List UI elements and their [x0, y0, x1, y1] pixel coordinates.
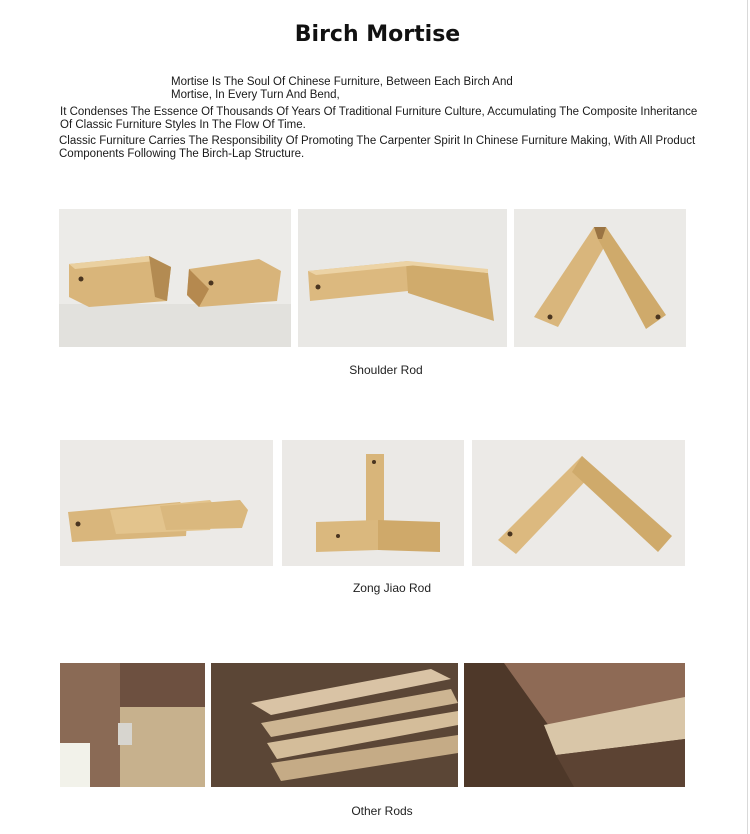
- caption-zong-jiao-rod: Zong Jiao Rod: [352, 581, 432, 595]
- caption-other-rods: Other Rods: [351, 804, 413, 818]
- zong-jiao-rod-photo-2: [282, 440, 464, 566]
- page-edge-line: [747, 0, 748, 834]
- intro-paragraph-2: It Condenses The Essence Of Thousands Of Years Of Traditional Furniture Culture, Accumulating The Composite Inheritance Of Classic Furniture Styles In The Flow Of Time.: [60, 106, 698, 131]
- intro-paragraph-3: Classic Furniture Carries The Responsibility Of Promoting The Carpenter Spirit In Chinese Furniture Making, With All Product Components Following The Birch-Lap Structure.: [59, 135, 696, 160]
- shoulder-rod-photo-3: [514, 209, 686, 347]
- shoulder-rod-photo-2: [298, 209, 507, 347]
- page-title: Birch Mortise: [294, 22, 461, 47]
- intro-paragraph-1: Mortise Is The Soul Of Chinese Furniture, Between Each Birch And Mortise, In Every Turn And Bend,: [171, 76, 513, 101]
- zong-jiao-rod-photo-1: [60, 440, 273, 566]
- other-rods-photo-3: [464, 663, 685, 787]
- other-rods-photo-2: [211, 663, 458, 787]
- other-rods-photo-1: [60, 663, 205, 787]
- caption-shoulder-rod: Shoulder Rod: [349, 363, 423, 377]
- zong-jiao-rod-photo-3: [472, 440, 685, 566]
- shoulder-rod-photo-1: [59, 209, 291, 347]
